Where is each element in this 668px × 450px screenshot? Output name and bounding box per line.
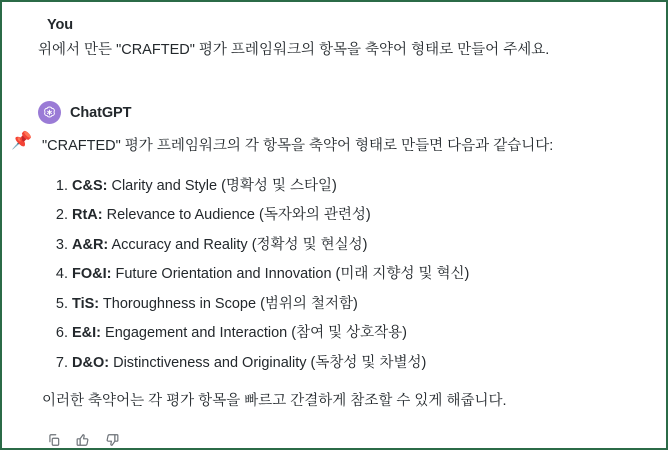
acronym-text: Distinctiveness and Originality (독창성 및 차별성) — [109, 354, 427, 371]
acronym-abbr: D&O: — [72, 354, 110, 371]
acronym-text: Thoroughness in Scope (범위의 철저함) — [99, 295, 358, 312]
list-item — [72, 176, 648, 197]
acronym-list — [42, 176, 648, 374]
acronym-text: Engagement and Interaction (참여 및 상호작용) — [101, 325, 408, 342]
assistant-message-body — [38, 136, 648, 449]
assistant-closing-text: 이러한 축약어는 각 평가 항목을 빠르고 간결하게 참조할 수 있게 해줍니다. — [42, 392, 507, 409]
acronym-abbr: E&I: — [72, 325, 101, 342]
list-item — [72, 353, 648, 374]
acronym-abbr: TiS: — [72, 295, 100, 312]
acronym-abbr: FO&I: — [72, 266, 112, 283]
assistant-message-header — [38, 100, 648, 126]
acronym-abbr: RtA: — [72, 207, 103, 224]
acronym-text: Accuracy and Reality (정확성 및 현실성) — [108, 236, 368, 253]
acronym-abbr: C&S: — [72, 177, 108, 194]
user-message-body — [38, 40, 648, 62]
list-item — [72, 235, 648, 256]
conversation-container — [2, 2, 666, 448]
user-message — [38, 12, 648, 62]
list-item — [72, 323, 648, 344]
acronym-abbr: A&R: — [72, 236, 109, 253]
acronym-text: Relevance to Audience (독자와의 관련성) — [102, 207, 371, 224]
assistant-intro-text: "CRAFTED" 평가 프레임워크의 각 항목을 축약어 형태로 만들면 다음과 같습니다: — [42, 137, 554, 154]
thumbs-down-icon[interactable] — [104, 432, 120, 448]
thumbs-up-icon[interactable] — [75, 432, 91, 448]
assistant-message — [38, 100, 648, 449]
list-item — [72, 264, 648, 285]
message-author: ChatGPT — [70, 104, 132, 121]
copy-icon[interactable] — [46, 432, 62, 448]
user-message-text: 위에서 만든 "CRAFTED" 평가 프레임워크의 항목을 축약어 형태로 만들어 주세요. — [38, 42, 550, 58]
list-item — [72, 205, 648, 226]
acronym-text: Future Orientation and Innovation (미래 지향성 및 혁신) — [111, 266, 470, 283]
pushpin-icon: 📌 — [11, 131, 33, 150]
message-author: You — [47, 17, 74, 33]
chatgpt-logo-icon — [38, 101, 61, 124]
list-item — [72, 294, 648, 315]
acronym-text: Clarity and Style (명확성 및 스타일) — [107, 177, 337, 194]
message-actions — [42, 432, 648, 448]
user-message-header — [38, 12, 648, 38]
